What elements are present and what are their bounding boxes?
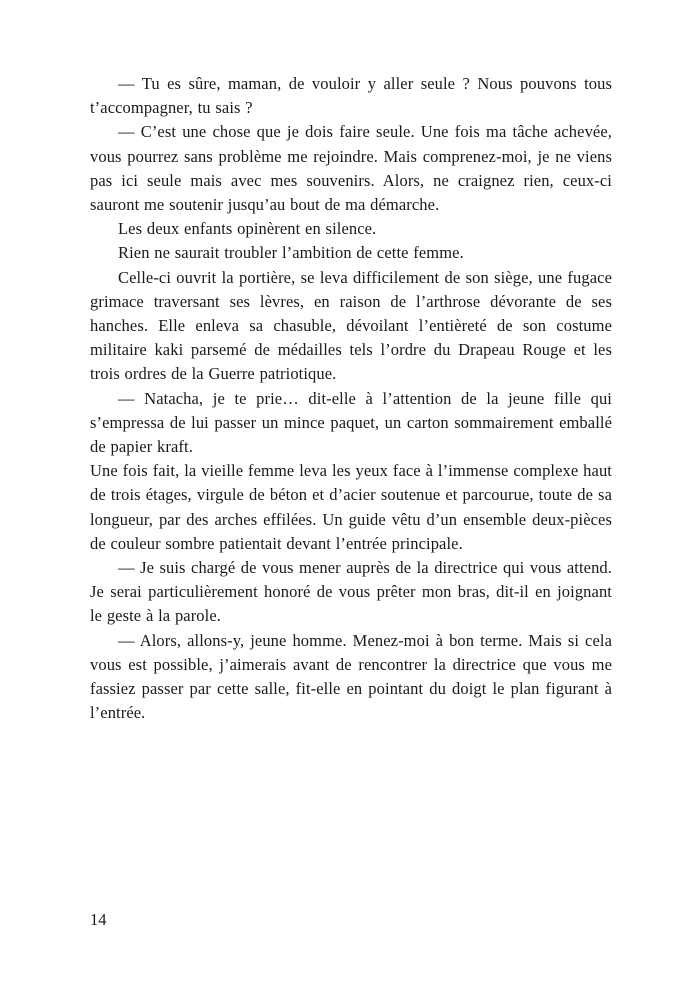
- paragraph: — Natacha, je te prie… dit-elle à l’attention de la jeune fille qui s’empressa de lui passer un mince paquet, un carton sommairement emballé de papier kraft.: [90, 388, 612, 457]
- paragraph: Une fois fait, la vieille femme leva les yeux face à l’immense complexe haut de trois étages, virgule de béton et d’acier soutenue et parcourue, toute de sa longueur, par des arches effilées. Un guide vêtu d’un ensemble deux-pièces de couleur sombre patientait devant l’entrée principale.: [90, 461, 612, 553]
- paragraph: — Je suis chargé de vous mener auprès de la directrice qui vous attend. Je serai particulièrement honoré de vous prêter mon bras, dit-il en joignant le geste à la parole.: [90, 558, 612, 626]
- paragraph: Celle-ci ouvrit la portière, se leva difficilement de son siège, une fugace grimace traversant ses lèvres, en raison de l’arthrose dévorante de ses hanches. Elle enleva sa chasuble, dévoilant l’entièreté de son costume militaire kaki parsemé de médailles tels l’ordre du Drapeau Rouge et les trois ordres de la Guerre patriotique.: [90, 267, 612, 384]
- text-block: [90, 72, 612, 725]
- paragraph: — C’est une chose que je dois faire seule. Une fois ma tâche achevée, vous pourrez sans problème me rejoindre. Mais comprenez-moi, je ne viens pas ici seule mais avec mes souvenirs. Alors, ne craignez rien, ceux-ci sauront me soutenir jusqu’au bout de ma démarche.: [90, 122, 612, 215]
- paragraph: Rien ne saurait troubler l’ambition de cette femme.: [118, 243, 464, 263]
- paragraph: — Tu es sûre, maman, de vouloir y aller seule ? Nous pouvons tous t’accompagner, tu sais ?: [90, 74, 612, 118]
- page-number: 14: [90, 910, 107, 929]
- paragraph: — Alors, allons-y, jeune homme. Menez-moi à bon terme. Mais si cela vous est possible, j’aimerais avant de rencontrer la directrice que vous me fassiez passer par cette salle, fit-elle en pointant du doigt le plan figurant à l’entrée.: [90, 630, 612, 723]
- paragraph: Les deux enfants opinèrent en silence.: [118, 219, 377, 239]
